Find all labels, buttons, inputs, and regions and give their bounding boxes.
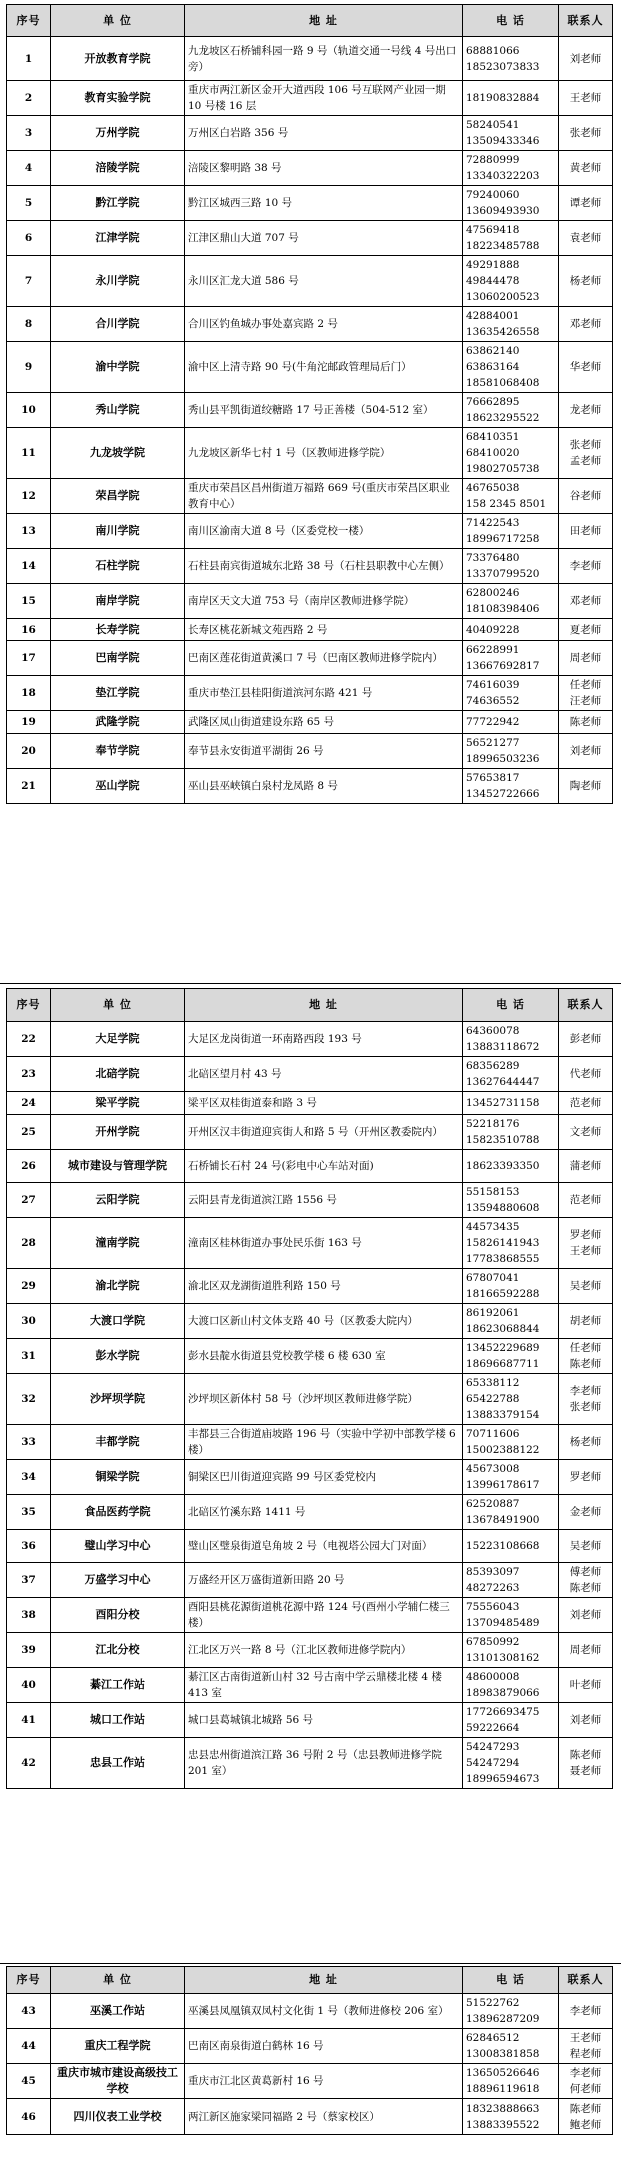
cell-contact: 李老师: [559, 549, 613, 584]
table-row: [7, 2029, 613, 2064]
cell-contact: 罗老师: [559, 1460, 613, 1495]
contact-table-2: [6, 988, 613, 1789]
cell-no: 29: [7, 1269, 51, 1304]
cell-no: 3: [7, 116, 51, 151]
cell-no: 4: [7, 151, 51, 186]
cell-addr: 大渡口区新山村文体支路 40 号（区教委大院内）: [185, 1304, 463, 1339]
cell-addr: 江北区万兴一路 8 号（江北区教师进修学院内）: [185, 1633, 463, 1668]
cell-phone: 13452731158: [463, 1092, 559, 1115]
cell-phone: 51522762 13896287209: [463, 1994, 559, 2029]
cell-contact: 吴老师: [559, 1530, 613, 1563]
cell-no: 41: [7, 1703, 51, 1738]
table-row: [7, 151, 613, 186]
cell-addr: 合川区钓鱼城办事处嘉宾路 2 号: [185, 307, 463, 342]
cell-phone: 77722942: [463, 711, 559, 734]
cell-phone: 73376480 13370799520: [463, 549, 559, 584]
cell-unit: 璧山学习中心: [51, 1530, 185, 1563]
cell-no: 45: [7, 2064, 51, 2099]
table-row: [7, 1115, 613, 1150]
header-row: [7, 1967, 613, 1994]
cell-unit: 城口工作站: [51, 1703, 185, 1738]
cell-unit: 巴南学院: [51, 641, 185, 676]
cell-contact: 张老师 孟老师: [559, 428, 613, 479]
table-row: [7, 619, 613, 641]
table-row: [7, 584, 613, 619]
table-row: [7, 479, 613, 514]
cell-addr: 开州区汉丰街道迎宾街人和路 5 号（开州区教委院内）: [185, 1115, 463, 1150]
cell-contact: 邓老师: [559, 584, 613, 619]
cell-no: 17: [7, 641, 51, 676]
column-header-no: 序号: [7, 5, 51, 37]
cell-no: 38: [7, 1598, 51, 1633]
table-row: [7, 37, 613, 81]
cell-phone: 66228991 13667692817: [463, 641, 559, 676]
table-row: [7, 428, 613, 479]
cell-contact: 陈老师 聂老师: [559, 1738, 613, 1789]
cell-addr: 彭水县靛水街道县党校教学楼 6 楼 630 室: [185, 1339, 463, 1374]
cell-unit: 石柱学院: [51, 549, 185, 584]
cell-addr: 巴南区莲花街道黄溪口 7 号（巴南区教师进修学院内）: [185, 641, 463, 676]
cell-phone: 44573435 15826141943 17783868555: [463, 1218, 559, 1269]
table-row: [7, 1495, 613, 1530]
table-row: [7, 1738, 613, 1789]
table-row: [7, 186, 613, 221]
cell-addr: 北碚区望月村 43 号: [185, 1057, 463, 1092]
cell-contact: 黄老师: [559, 151, 613, 186]
cell-phone: 68410351 68410020 19802705738: [463, 428, 559, 479]
cell-addr: 大足区龙岗街道一环南路西段 193 号: [185, 1022, 463, 1057]
cell-phone: 48600008 18983879066: [463, 1668, 559, 1703]
cell-addr: 重庆市江北区黄葛新村 16 号: [185, 2064, 463, 2099]
cell-phone: 65338112 65422788 13883379154: [463, 1374, 559, 1425]
cell-addr: 武隆区凤山街道建设东路 65 号: [185, 711, 463, 734]
cell-unit: 梁平学院: [51, 1092, 185, 1115]
cell-no: 21: [7, 769, 51, 804]
table-row: [7, 1598, 613, 1633]
cell-phone: 18190832884: [463, 81, 559, 116]
cell-contact: 谭老师: [559, 186, 613, 221]
contact-table-3: [6, 1966, 613, 2135]
cell-contact: 杨老师: [559, 1425, 613, 1460]
table-row: [7, 1425, 613, 1460]
cell-phone: 67807041 18166592288: [463, 1269, 559, 1304]
cell-addr: 九龙坡区新华七村 1 号（区教师进修学院）: [185, 428, 463, 479]
table-row: [7, 1563, 613, 1598]
cell-phone: 52218176 15823510788: [463, 1115, 559, 1150]
cell-no: 1: [7, 37, 51, 81]
cell-contact: 金老师: [559, 1495, 613, 1530]
cell-contact: 刘老师: [559, 734, 613, 769]
column-header-contact: 联系人: [559, 989, 613, 1022]
cell-unit: 云阳学院: [51, 1183, 185, 1218]
cell-unit: 巫溪工作站: [51, 1994, 185, 2029]
cell-phone: 71422543 18996717258: [463, 514, 559, 549]
cell-phone: 62520887 13678491900: [463, 1495, 559, 1530]
cell-phone: 18323888663 13883395522: [463, 2099, 559, 2135]
cell-unit: 教育实验学院: [51, 81, 185, 116]
cell-addr: 长寿区桃花新城文苑西路 2 号: [185, 619, 463, 641]
cell-addr: 南川区渝南大道 8 号（区委党校一楼）: [185, 514, 463, 549]
cell-contact: 李老师 何老师: [559, 2064, 613, 2099]
cell-contact: 吴老师: [559, 1269, 613, 1304]
column-header-contact: 联系人: [559, 5, 613, 37]
header-row: [7, 5, 613, 37]
column-header-addr: 地 址: [185, 5, 463, 37]
cell-no: 42: [7, 1738, 51, 1789]
cell-addr: 永川区汇龙大道 586 号: [185, 256, 463, 307]
cell-unit: 万州学院: [51, 116, 185, 151]
cell-no: 10: [7, 393, 51, 428]
cell-contact: 范老师: [559, 1183, 613, 1218]
cell-contact: 田老师: [559, 514, 613, 549]
cell-unit: 重庆工程学院: [51, 2029, 185, 2064]
page-divider: [0, 983, 621, 984]
table-row: [7, 1339, 613, 1374]
cell-no: 11: [7, 428, 51, 479]
cell-addr: 黔江区城西三路 10 号: [185, 186, 463, 221]
cell-contact: 邓老师: [559, 307, 613, 342]
cell-no: 35: [7, 1495, 51, 1530]
cell-addr: 江津区鼎山大道 707 号: [185, 221, 463, 256]
cell-unit: 彭水学院: [51, 1339, 185, 1374]
cell-contact: 夏老师: [559, 619, 613, 641]
table-row: [7, 256, 613, 307]
cell-contact: 胡老师: [559, 1304, 613, 1339]
cell-phone: 86192061 18623068844: [463, 1304, 559, 1339]
cell-no: 40: [7, 1668, 51, 1703]
table-row: [7, 1092, 613, 1115]
cell-unit: 垫江学院: [51, 676, 185, 711]
cell-phone: 18623393350: [463, 1150, 559, 1183]
cell-addr: 九龙坡区石桥铺科园一路 9 号（轨道交通一号线 4 号出口旁）: [185, 37, 463, 81]
cell-contact: 陈老师: [559, 711, 613, 734]
column-header-unit: 单 位: [51, 5, 185, 37]
cell-unit: 永川学院: [51, 256, 185, 307]
table-row: [7, 1994, 613, 2029]
cell-no: 30: [7, 1304, 51, 1339]
table-row: [7, 734, 613, 769]
cell-phone: 49291888 49844478 13060200523: [463, 256, 559, 307]
column-header-phone: 电 话: [463, 5, 559, 37]
cell-unit: 江北分校: [51, 1633, 185, 1668]
cell-phone: 40409228: [463, 619, 559, 641]
table-row: [7, 1633, 613, 1668]
cell-phone: 56521277 18996503236: [463, 734, 559, 769]
cell-contact: 王老师 程老师: [559, 2029, 613, 2064]
column-header-unit: 单 位: [51, 1967, 185, 1994]
cell-addr: 沙坪坝区新体村 58 号（沙坪坝区教师进修学院）: [185, 1374, 463, 1425]
cell-no: 13: [7, 514, 51, 549]
cell-no: 16: [7, 619, 51, 641]
cell-contact: 任老师 汪老师: [559, 676, 613, 711]
cell-addr: 北碚区竹溪东路 1411 号: [185, 1495, 463, 1530]
cell-addr: 丰都县三合街道庙坡路 196 号（实验中学初中部教学楼 6 楼）: [185, 1425, 463, 1460]
cell-unit: 开州学院: [51, 1115, 185, 1150]
cell-no: 12: [7, 479, 51, 514]
cell-no: 2: [7, 81, 51, 116]
column-header-no: 序号: [7, 1967, 51, 1994]
table-row: [7, 1218, 613, 1269]
cell-addr: 重庆市垫江县桂阳街道滨河东路 421 号: [185, 676, 463, 711]
cell-addr: 渝北区双龙湖街道胜利路 150 号: [185, 1269, 463, 1304]
cell-unit: 合川学院: [51, 307, 185, 342]
cell-unit: 南川学院: [51, 514, 185, 549]
cell-contact: 范老师: [559, 1092, 613, 1115]
cell-addr: 重庆市荣昌区昌州街道万福路 669 号(重庆市荣昌区职业教育中心）: [185, 479, 463, 514]
cell-unit: 秀山学院: [51, 393, 185, 428]
cell-unit: 沙坪坝学院: [51, 1374, 185, 1425]
cell-addr: 渝中区上清寺路 90 号(牛角沱邮政管理局后门）: [185, 342, 463, 393]
header-row: [7, 989, 613, 1022]
cell-addr: 万州区白岩路 356 号: [185, 116, 463, 151]
table-row: [7, 1374, 613, 1425]
table-row: [7, 1150, 613, 1183]
column-header-phone: 电 话: [463, 989, 559, 1022]
column-header-contact: 联系人: [559, 1967, 613, 1994]
cell-unit: 渝北学院: [51, 1269, 185, 1304]
cell-no: 34: [7, 1460, 51, 1495]
table-row: [7, 1703, 613, 1738]
cell-addr: 潼南区桂林街道办事处民乐街 163 号: [185, 1218, 463, 1269]
table-row: [7, 1530, 613, 1563]
table-row: [7, 769, 613, 804]
cell-contact: 杨老师: [559, 256, 613, 307]
cell-unit: 城市建设与管理学院: [51, 1150, 185, 1183]
cell-no: 36: [7, 1530, 51, 1563]
cell-addr: 忠县忠州街道滨江路 36 号附 2 号（忠县教师进修学院 201 室）: [185, 1738, 463, 1789]
cell-phone: 68356289 13627644447: [463, 1057, 559, 1092]
cell-contact: 陈老师 鲍老师: [559, 2099, 613, 2135]
cell-addr: 綦江区古南街道新山村 32 号古南中学云鼎楼北楼 4 楼 413 室: [185, 1668, 463, 1703]
cell-unit: 黔江学院: [51, 186, 185, 221]
cell-no: 22: [7, 1022, 51, 1057]
cell-phone: 72880999 13340322203: [463, 151, 559, 186]
cell-contact: 龙老师: [559, 393, 613, 428]
cell-no: 15: [7, 584, 51, 619]
cell-addr: 酉阳县桃花源街道桃花源中路 124 号(酉州小学辅仁楼三楼）: [185, 1598, 463, 1633]
cell-contact: 周老师: [559, 1633, 613, 1668]
cell-phone: 46765038 158 2345 8501: [463, 479, 559, 514]
cell-phone: 17726693475 59222664: [463, 1703, 559, 1738]
cell-unit: 南岸学院: [51, 584, 185, 619]
cell-phone: 75556043 13709485489: [463, 1598, 559, 1633]
column-header-phone: 电 话: [463, 1967, 559, 1994]
cell-unit: 武隆学院: [51, 711, 185, 734]
cell-unit: 铜梁学院: [51, 1460, 185, 1495]
cell-unit: 长寿学院: [51, 619, 185, 641]
cell-no: 5: [7, 186, 51, 221]
table-row: [7, 1057, 613, 1092]
cell-addr: 城口县葛城镇北城路 56 号: [185, 1703, 463, 1738]
cell-no: 26: [7, 1150, 51, 1183]
cell-unit: 渝中学院: [51, 342, 185, 393]
cell-no: 46: [7, 2099, 51, 2135]
cell-contact: 刘老师: [559, 1598, 613, 1633]
cell-no: 8: [7, 307, 51, 342]
page-divider: [0, 1963, 621, 1964]
cell-unit: 大足学院: [51, 1022, 185, 1057]
cell-contact: 陶老师: [559, 769, 613, 804]
cell-no: 18: [7, 676, 51, 711]
cell-addr: 石柱县南宾街道城东北路 38 号（石柱县职教中心左侧）: [185, 549, 463, 584]
cell-no: 25: [7, 1115, 51, 1150]
table-row: [7, 1269, 613, 1304]
cell-contact: 傅老师 陈老师: [559, 1563, 613, 1598]
cell-unit: 九龙坡学院: [51, 428, 185, 479]
cell-addr: 巫山县巫峡镇白泉村龙凤路 8 号: [185, 769, 463, 804]
cell-phone: 63862140 63863164 18581068408: [463, 342, 559, 393]
cell-contact: 张老师: [559, 116, 613, 151]
cell-addr: 巴南区南泉街道白鹤林 16 号: [185, 2029, 463, 2064]
cell-contact: 罗老师 王老师: [559, 1218, 613, 1269]
cell-phone: 45673008 13996178617: [463, 1460, 559, 1495]
cell-contact: 刘老师: [559, 1703, 613, 1738]
column-header-no: 序号: [7, 989, 51, 1022]
cell-contact: 李老师: [559, 1994, 613, 2029]
cell-unit: 涪陵学院: [51, 151, 185, 186]
cell-unit: 奉节学院: [51, 734, 185, 769]
cell-no: 19: [7, 711, 51, 734]
table-row: [7, 307, 613, 342]
cell-contact: 任老师 陈老师: [559, 1339, 613, 1374]
cell-contact: 蒲老师: [559, 1150, 613, 1183]
cell-unit: 食品医药学院: [51, 1495, 185, 1530]
cell-contact: 袁老师: [559, 221, 613, 256]
table-row: [7, 342, 613, 393]
table-row: [7, 2099, 613, 2135]
cell-phone: 47569418 18223485788: [463, 221, 559, 256]
cell-no: 37: [7, 1563, 51, 1598]
cell-phone: 64360078 13883118672: [463, 1022, 559, 1057]
cell-phone: 70711606 15002388122: [463, 1425, 559, 1460]
cell-addr: 奉节县永安街道平湖街 26 号: [185, 734, 463, 769]
column-header-addr: 地 址: [185, 1967, 463, 1994]
cell-no: 33: [7, 1425, 51, 1460]
cell-addr: 云阳县青龙街道滨江路 1556 号: [185, 1183, 463, 1218]
cell-phone: 76662895 18623295522: [463, 393, 559, 428]
cell-phone: 54247293 54247294 18996594673: [463, 1738, 559, 1789]
cell-unit: 巫山学院: [51, 769, 185, 804]
table-row: [7, 393, 613, 428]
cell-unit: 开放教育学院: [51, 37, 185, 81]
cell-phone: 67850992 13101308162: [463, 1633, 559, 1668]
cell-phone: 55158153 13594880608: [463, 1183, 559, 1218]
cell-no: 23: [7, 1057, 51, 1092]
cell-unit: 四川仪表工业学校: [51, 2099, 185, 2135]
cell-no: 7: [7, 256, 51, 307]
table-row: [7, 1668, 613, 1703]
cell-phone: 62846512 13008381858: [463, 2029, 559, 2064]
cell-addr: 梁平区双桂街道泰和路 3 号: [185, 1092, 463, 1115]
cell-no: 28: [7, 1218, 51, 1269]
cell-unit: 北碚学院: [51, 1057, 185, 1092]
cell-phone: 13650526646 18896119618: [463, 2064, 559, 2099]
cell-no: 27: [7, 1183, 51, 1218]
table-row: [7, 1304, 613, 1339]
cell-addr: 南岸区天文大道 753 号（南岸区教师进修学院）: [185, 584, 463, 619]
cell-contact: 代老师: [559, 1057, 613, 1092]
cell-phone: 15223108668: [463, 1530, 559, 1563]
cell-phone: 74616039 74636552: [463, 676, 559, 711]
cell-addr: 两江新区施家梁同福路 2 号（蔡家校区）: [185, 2099, 463, 2135]
cell-addr: 铜梁区巴川街道迎宾路 99 号区委党校内: [185, 1460, 463, 1495]
cell-no: 9: [7, 342, 51, 393]
cell-no: 32: [7, 1374, 51, 1425]
cell-addr: 巫溪县凤凰镇双凤村文化街 1 号（教师进修校 206 室）: [185, 1994, 463, 2029]
cell-unit: 忠县工作站: [51, 1738, 185, 1789]
table-row: [7, 641, 613, 676]
cell-no: 20: [7, 734, 51, 769]
cell-addr: 石桥铺长石村 24 号(彩电中心车站对面): [185, 1150, 463, 1183]
cell-contact: 李老师 张老师: [559, 1374, 613, 1425]
cell-contact: 叶老师: [559, 1668, 613, 1703]
cell-phone: 62800246 18108398406: [463, 584, 559, 619]
table-row: [7, 81, 613, 116]
cell-unit: 丰都学院: [51, 1425, 185, 1460]
cell-no: 6: [7, 221, 51, 256]
cell-phone: 57653817 13452722666: [463, 769, 559, 804]
table-row: [7, 116, 613, 151]
cell-addr: 秀山县平凯街道绞糖路 17 号正善楼（504-512 室）: [185, 393, 463, 428]
cell-no: 24: [7, 1092, 51, 1115]
cell-unit: 酉阳分校: [51, 1598, 185, 1633]
cell-no: 31: [7, 1339, 51, 1374]
cell-addr: 涪陵区黎明路 38 号: [185, 151, 463, 186]
cell-unit: 万盛学习中心: [51, 1563, 185, 1598]
cell-unit: 重庆市城市建设高级技工学校: [51, 2064, 185, 2099]
cell-contact: 谷老师: [559, 479, 613, 514]
table-row: [7, 221, 613, 256]
cell-contact: 刘老师: [559, 37, 613, 81]
table-row: [7, 1022, 613, 1057]
table-row: [7, 676, 613, 711]
cell-unit: 江津学院: [51, 221, 185, 256]
cell-contact: 彭老师: [559, 1022, 613, 1057]
table-row: [7, 1460, 613, 1495]
cell-phone: 85393097 48272263: [463, 1563, 559, 1598]
cell-addr: 重庆市两江新区金开大道西段 106 号互联网产业园一期 10 号楼 16 层: [185, 81, 463, 116]
cell-phone: 42884001 13635426558: [463, 307, 559, 342]
column-header-unit: 单 位: [51, 989, 185, 1022]
table-row: [7, 514, 613, 549]
cell-contact: 文老师: [559, 1115, 613, 1150]
cell-phone: 79240060 13609493930: [463, 186, 559, 221]
cell-phone: 68881066 18523073833: [463, 37, 559, 81]
table-row: [7, 1183, 613, 1218]
table-row: [7, 711, 613, 734]
contact-table-1: [6, 4, 613, 804]
cell-no: 44: [7, 2029, 51, 2064]
cell-no: 43: [7, 1994, 51, 2029]
cell-phone: 13452229689 18696687711: [463, 1339, 559, 1374]
cell-no: 39: [7, 1633, 51, 1668]
cell-phone: 58240541 13509433346: [463, 116, 559, 151]
cell-unit: 大渡口学院: [51, 1304, 185, 1339]
cell-addr: 万盛经开区万盛街道新田路 20 号: [185, 1563, 463, 1598]
cell-addr: 璧山区璧泉街道皂角坡 2 号（电视塔公园大门对面）: [185, 1530, 463, 1563]
table-row: [7, 2064, 613, 2099]
cell-unit: 荣昌学院: [51, 479, 185, 514]
column-header-addr: 地 址: [185, 989, 463, 1022]
cell-no: 14: [7, 549, 51, 584]
cell-contact: 华老师: [559, 342, 613, 393]
cell-contact: 周老师: [559, 641, 613, 676]
cell-unit: 潼南学院: [51, 1218, 185, 1269]
table-row: [7, 549, 613, 584]
cell-unit: 綦江工作站: [51, 1668, 185, 1703]
cell-contact: 王老师: [559, 81, 613, 116]
